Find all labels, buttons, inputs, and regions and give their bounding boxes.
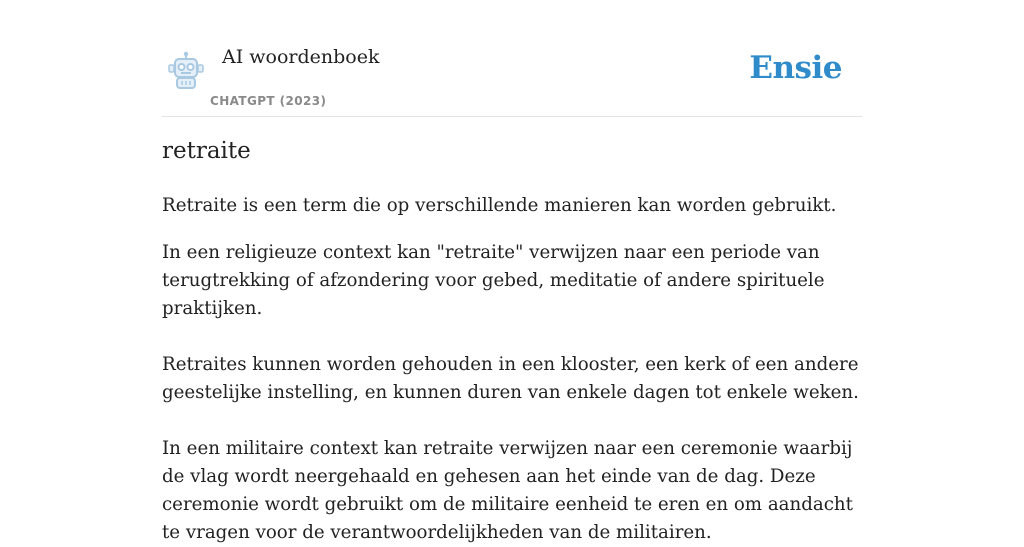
robot-icon: [166, 51, 206, 91]
definition-paragraph: In een religieuze context kan "retraite" verwijzen naar een periode van terugtrekking of afzondering voor gebed, meditatie of andere spirituele praktijken.: [162, 242, 825, 319]
definition-paragraph: Retraites kunnen worden gehouden in een klooster, een kerk of een andere geestelijke instelling, en kunnen duren van enkele dagen tot enkele weken.: [162, 354, 859, 403]
definition-paragraph: In een militaire context kan retraite verwijzen naar een ceremonie waarbij de vlag wordt neergehaald en gehesen aan het einde van de dag. Deze ceremonie wordt gebruikt om de militaire eenheid te eren en om aandacht te vragen voor de verantwoordelijkheden van de militairen.: [162, 438, 853, 543]
ensie-logo[interactable]: Ensie: [749, 50, 842, 86]
entry-definition: [162, 192, 862, 547]
source-title[interactable]: AI woordenboek: [222, 46, 380, 68]
source-header: [162, 30, 862, 117]
definition-paragraph: Retraite is een term die op verschillende manieren kan worden gebruikt.: [162, 195, 837, 216]
entry-term: retraite: [162, 138, 251, 164]
source-subtitle: CHATGPT (2023): [210, 94, 327, 108]
